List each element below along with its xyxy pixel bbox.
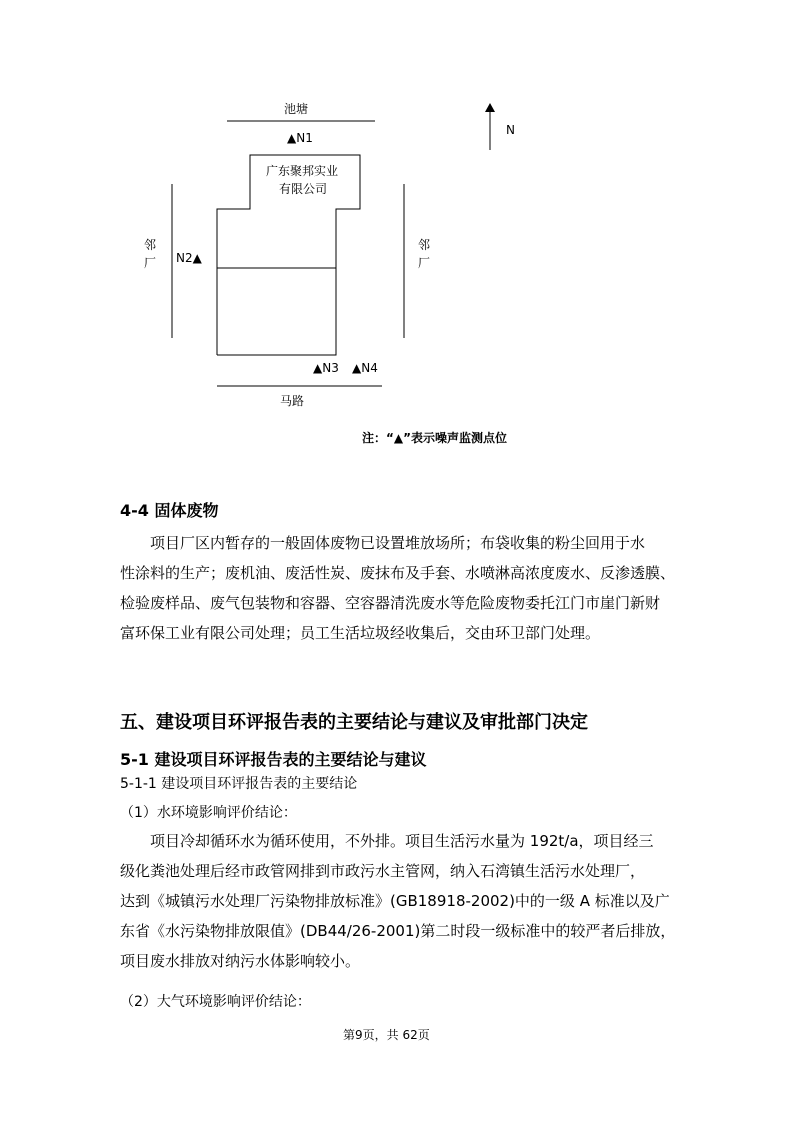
north-label: N <box>506 123 515 137</box>
paragraph-line: 级化粪池处理后经市政管网排到市政污水主管网，纳入石湾镇生活污水处理厂， <box>120 862 646 880</box>
paragraph-line: 富环保工业有限公司处理；员工生活垃圾经收集后，交由环卫部门处理。 <box>120 624 601 642</box>
left-neighbor-label: 邻 厂 <box>143 238 156 270</box>
company-name-line2: 有限公司 <box>279 182 328 196</box>
item-1-label: （1）水环境影响评价结论： <box>120 805 297 821</box>
pond-label: 池塘 <box>284 102 309 116</box>
company-name-line1: 广东聚邦实业 <box>266 164 339 178</box>
paragraph-line: 达到《城镇污水处理厂污染物排放标准》(GB18918-2002)中的一级 A 标准以及广 <box>120 892 670 910</box>
item-1-paragraph <box>120 826 680 976</box>
paragraph-line: 检验废样品、废气包装物和容器、空容器清洗废水等危险废物委托江门市崖门新财 <box>120 594 661 612</box>
section-5-1-1-heading: 5-1-1 建设项目环评报告表的主要结论 <box>120 776 358 792</box>
item-2-label: （2）大气环境影响评价结论： <box>120 994 311 1010</box>
section-5-1-heading: 5-1 建设项目环评报告表的主要结论与建议 <box>120 750 427 769</box>
paragraph-line: 项目厂区内暂存的一般固体废物已设置堆放场所；布袋收集的粉尘回用于水 <box>150 534 646 552</box>
section-4-4-heading: 4-4 固体废物 <box>120 501 219 520</box>
monitor-point-n4: ▲N4 <box>352 361 378 375</box>
paragraph-line: 项目废水排放对纳污水体影响较小。 <box>120 952 361 970</box>
monitor-point-n1: ▲N1 <box>287 131 313 145</box>
site-monitoring-diagram <box>0 0 794 460</box>
monitor-point-n3: ▲N3 <box>313 361 339 375</box>
site-layout-svg <box>0 0 794 460</box>
right-neighbor-label: 邻 厂 <box>417 238 430 270</box>
section-4-4-paragraph <box>120 528 680 648</box>
monitor-point-n2: N2▲ <box>176 251 202 265</box>
paragraph-line: 东省《水污染物排放限值》(DB44/26-2001)第二时段一级标准中的较严者后排放， <box>120 922 676 940</box>
paragraph-line: 项目冷却循环水为循环使用，不外排。项目生活污水量为 192t/a，项目经三 <box>150 832 654 850</box>
paragraph-line: 性涂料的生产；废机油、废活性炭、废抹布及手套、水喷淋高浓度废水、反渗透膜、 <box>120 564 676 582</box>
diagram-note: 注：“▲”表示噪声监测点位 <box>362 431 508 445</box>
north-arrow-head <box>485 103 495 112</box>
road-label: 马路 <box>280 394 305 408</box>
page-number-footer: 第9页，共 62页 <box>343 1028 430 1042</box>
chapter-5-heading: 五、建设项目环评报告表的主要结论与建议及审批部门决定 <box>120 712 588 733</box>
